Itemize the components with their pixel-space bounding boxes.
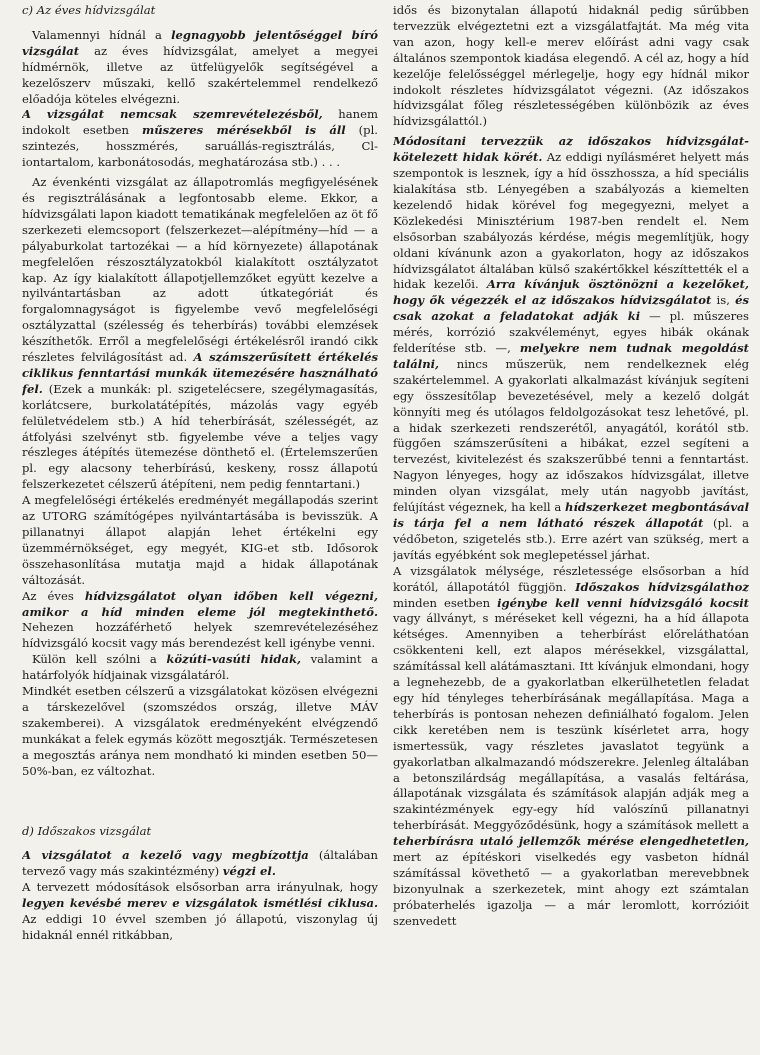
text: A megfelelőségi értékelés eredményét megállapodás szerint az UTORG számítógépes nyilvántartásába is bevisszük. A pillanatnyi állapot alapján lehet értékelni egy üzemmérnökséget, egy megyét, KIG-et stb. Idősorok összehasonlítása mutatja majd a hidak állapotának változását.: [22, 493, 378, 587]
section-heading-c: c) Az éves hídvizsgálat: [22, 3, 156, 17]
emphasis: A vizsgálatot a kezelő vagy megbízottja: [22, 848, 309, 863]
paragraph: [393, 564, 749, 930]
text: nincs műszerük, nem rendelkeznek elég szakértelemmel. A gyakorlati alkalmazást kívánjuk segíteni egy összesítőlap bevezetésével, mely a kezelő dolgát könnyíti meg és utólagos feldolgozásokat tesz lehetővé, pl. a hidak szerkezeti rendszerétől, anyagától, korától stb. függően számszerűsíteni a hibákat, ezzel segíteni a tervezést, kivitelezést és szakszerűbbé tenni a fenntartást. Nagyon lényeges, hogy az időszakos hídvizsgálat, illetve minden olyan vizsgálat, mely után nagyobb javítást, felújítást végeznek, ha kell a: [393, 356, 749, 515]
text: idős és bizonytalan állapotú hidaknál pedig sűrűbben tervezzük elvégeztetni ezt a vizsgálatfajtát. Ma még vita van azon, hogy kell-e merev előírást adni vagy csak általános szempontok kiadása elegendő. A cél az, hogy a híd kezelője felelősséggel mérlegelje, hogy egy hídnál mikor indokolt részletes hídvizsgálatot végezni. (Az időszakos hídvizsgálat főleg részletességében különbözik az éves hídvizsgálattól.): [393, 3, 749, 129]
emphasis: hídvizsgálatot olyan időben kell végezni, amikor a híd minden eleme jól megtekinthető.: [22, 588, 378, 619]
text: Valamennyi hídnál a: [32, 27, 172, 42]
text: A tervezett módosítások elsősorban arra irányulnak, hogy: [22, 880, 378, 895]
emphasis: közúti-vasúti hidak,: [166, 652, 302, 667]
text: (Ezek a munkák: pl. szigetelécsere, szegélymagasítás, korlátcsere, burkolatátépítés, mázolás vagy egyéb felületvédelem stb.) A híd teherbírását, szélességét, az átfolyási szelvényt stb. figyelembe véve a teljes vagy részleges átépítés ütemezése dönthető el. (Értelemszerűen pl. egy alacsony teherbírású, keskeny, rossz állapotú felszerkezetet célszerű átépíteni, nem pedig fenntartani.): [22, 381, 378, 492]
right-column: [393, 3, 749, 1053]
text: mert az építéskori viselkedés egy vasbeton hídnál számítással követhető — a gyakorlatban merevebbnek bizonyulnak a szerkezetek, mint ahogy ezt számtalan próbaterhelés igazolja — a már leromlott, korrózióit szenvedett: [393, 850, 749, 928]
emphasis: műszeres mérésekből is áll: [141, 123, 346, 138]
emphasis: hídszerkezet megbontásával is tárja fel a nem látható részek állapotát: [393, 500, 749, 530]
emphasis: A számszerűsített értékelés ciklikus fenntartási munkák ütemezésére használható fel.: [22, 350, 378, 396]
emphasis: legnagyobb jelentőséggel bíró vizsgálat: [22, 27, 378, 58]
text: Az eddigi nyílásméret helyett más szempontok is lesznek, így a híd összhossza, a híd speciális kialakítása stb. Lényegében a szabályozás a kiemelten kezelendő hidak körével fog megegyezni, melyet a Közlekedési Minisztérium 1987-ben rendelt el. Nem elsősorban szabályozás kérdése, mégis megemlítjük, hogy oldani kívánunk azon a gyakorlaton, hogy az időszakos hídvizsgálatot általában külső szakértőkkel készíttették el a hidak kezelői.: [393, 150, 749, 292]
text: Az éves: [22, 588, 85, 603]
text: (pl. a védőbeton, szigetelés stb.). Erre azért van szükség, mert a javítás egyébként sok meglepetéssel járhat.: [393, 516, 749, 562]
emphasis: Módosítani tervezzük az időszakos hídvizsgálat-kötelezett hidak körét.: [393, 134, 749, 165]
paragraph: [393, 134, 749, 563]
text: Külön kell szólni a: [32, 652, 167, 667]
section-heading-d: d) Időszakos vizsgálat: [22, 823, 152, 838]
emphasis: legyen kevésbé merev e vizsgálatok ismétlési ciklusa.: [22, 896, 378, 911]
emphasis: Időszakos hídvizsgálathoz: [575, 579, 749, 594]
paragraph: [22, 652, 378, 684]
text: minden esetben: [393, 595, 498, 610]
text: Az eddigi 10 évvel szemben jó állapotú, viszonylag új hidaknál ennél ritkábban,: [22, 912, 378, 942]
text: is,: [711, 293, 736, 308]
text: Nehezen hozzáférhető helyek szemrevételezéséhez hídvizsgáló kocsit vagy más berendezést kell igénybe venni.: [22, 620, 378, 651]
paragraph: [22, 28, 378, 108]
paragraph: [22, 175, 378, 493]
emphasis: Arra kívánjuk ösztönözni a kezelőket, hogy ők végezzék el az időszakos hídvizsgálatot: [393, 277, 749, 308]
paragraph: [22, 848, 378, 880]
text: (általában tervező vagy más szakintézmény): [22, 848, 378, 879]
text: valamint a határfolyók hídjainak vizsgálatáról.: [22, 652, 378, 683]
text: az éves hídvizsgálat, amelyet a megyei hídmérnök, illetve az ütfelügyelők segítségével a kezelőszerv műszaki, kellő szakértelemmel rendelkező előadója köteles elvégezni.: [22, 43, 378, 106]
paragraph: [22, 493, 378, 588]
emphasis: teherbírásra utaló jellemzők mérése elengedhetetlen,: [393, 834, 749, 849]
paragraph: [22, 880, 378, 944]
emphasis: végzi el.: [222, 864, 276, 879]
emphasis: és csak azokat a feladatokat adják ki: [393, 293, 749, 324]
text: A vizsgálatok mélysége, részletessége elsősorban a híd korától, állapotától függjön.: [393, 563, 749, 594]
text: hanem indokolt esetben: [22, 107, 378, 138]
text: — pl. műszeres mérés, korrózió szakvéleményt, egyes hibák okának felderítése stb. —,: [393, 309, 749, 356]
text: Mindkét esetben célszerű a vizsgálatokat közösen elvégezni a társkezelővel (szomszédos ország, illetve MÁV szakemberei). A vizsgálatok eredményeként elvégzendő munkákat a felek egymás között megosztják. Természetesen a megosztás aránya nem mondható ki minden esetben 50—50%-ban, ez változhat.: [22, 684, 378, 778]
paragraph: [22, 107, 378, 171]
emphasis: melyekre nem tudnak megoldást találni,: [393, 341, 749, 371]
paragraph: [393, 3, 749, 130]
left-column: [22, 3, 378, 1053]
paragraph: [22, 684, 378, 779]
text: (pl. szintezés, hosszmérés, saruállás-regisztrálás, Cl-iontartalom, karbonátosodás, meghatározása stb.) . . .: [22, 123, 378, 170]
text: vagy állványt, s méréseket kell végezni, ha a híd állapota kétséges. Amennyiben a teherbírást előreláthatóan csökkenteni kell, ezt alapos mérésekkel, vizsgálattal, számítással kell alátámasztani. Itt kívánjuk elmondani, hogy a legnehezebb, de a gyakorlatban elkerülhetetlen feladat egy híd tényleges teherbírásának megállapítása. Maga a teherbírás is pontosan nehezen definiálható fogalom. Jelen cikk keretében nem is teszünk kísérletet arra, hogy ismertessük, vagy részletes javaslatot tegyünk a gyakorlatban alkalmazandó módszerekre. Jelenleg általában a betonszilárdság megállapítása, a vasalás feltárása, állapotának vizsgálata és számítások alapján adják meg a szakintézmények egy-egy híd valószínű pillanatnyi teherbírását. Meggyőződésünk, hogy a számítások mellett a: [393, 611, 749, 833]
emphasis: igénybe kell venni hídvizsgáló kocsit: [497, 595, 749, 610]
text: Az évenkénti vizsgálat az állapotromlás megfigyelésének és regisztrálásának a legfontosabb eleme. Ekkor, a hídvizsgálati lapon kiadott tematikának megfelelően az öt fő szerkezeti elemcsoport (felszerkezet—alépítmény—híd — a pályaburkolat tartozékai — a híd környezete) állapotának megfelelően részosztályzatokból kialakított osztályzatot kap. Az így kialakított állapotjellemzőket együtt kezelve a nyilvántartásban az adott útkategóriát és forgalomnagyságot is figyelembe vevő megfelelőségi osztályzattal (szélesség és teherbírás) további elemzések készíthetők. Erről a megfelelőségi értékelésről irandó cikk részletes felvilágosítást ad.: [22, 175, 378, 365]
emphasis: A vizsgálat nemcsak szemrevételezésből,: [22, 107, 323, 122]
paragraph: [22, 589, 378, 653]
